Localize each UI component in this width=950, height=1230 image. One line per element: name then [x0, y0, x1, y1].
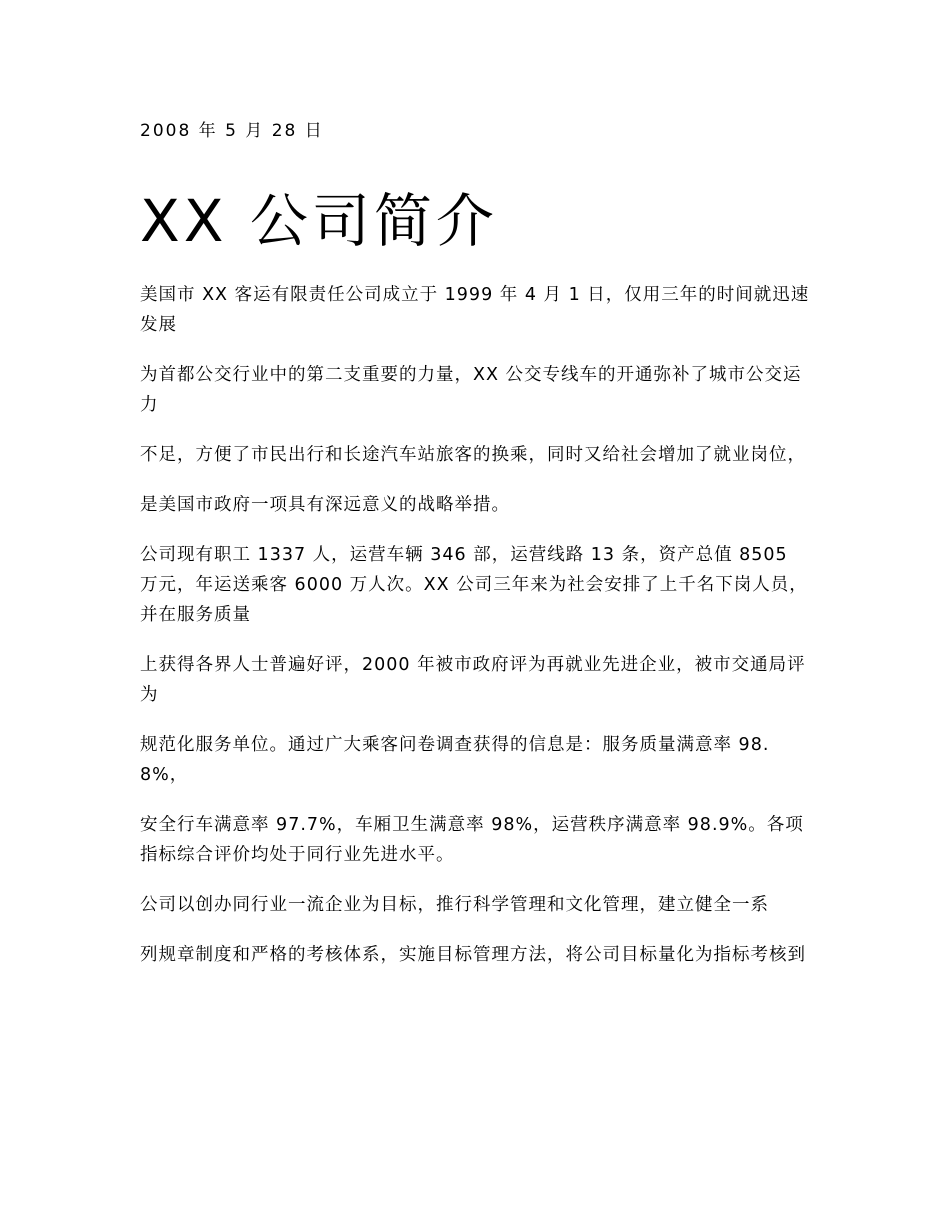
- paragraph: 不足，方便了市民出行和长途汽车站旅客的换乘，同时又给社会增加了就业岗位，: [140, 445, 806, 465]
- paragraph: 安全行车满意率 97.7%，车厢卫生满意率 98%，运营秩序满意率 98.9%。各项指标综合评价均处于同行业先进水平。: [140, 815, 804, 865]
- paragraph: 公司现有职工 1337 人，运营车辆 346 部，运营线路 13 条，资产总值 8505 万元，年运送乘客 6000 万人次。XX 公司三年来为社会安排了上千名下岗人员，并在服务质量: [140, 545, 808, 625]
- paragraph: 为首都公交行业中的第二支重要的力量，XX 公交专线车的开通弥补了城市公交运力: [140, 365, 802, 415]
- document-title: XX 公司简介: [140, 187, 498, 255]
- paragraph: 规范化服务单位。通过广大乘客问卷调查获得的信息是：服务质量满意率 98.8%，: [140, 735, 770, 785]
- paragraph: 美国市 XX 客运有限责任公司成立于 1999 年 4 月 1 日，仅用三年的时间就迅速发展: [140, 285, 810, 335]
- document-date: 2008 年 5 月 28 日: [140, 121, 324, 141]
- document-body: [140, 280, 812, 990]
- paragraph: 上获得各界人士普遍好评，2000 年被市政府评为再就业先进企业，被市交通局评为: [140, 655, 806, 705]
- paragraph: 公司以创办同行业一流企业为目标，推行科学管理和文化管理，建立健全一系: [140, 895, 769, 915]
- paragraph: 是美国市政府一项具有深远意义的战略举措。: [140, 495, 510, 515]
- paragraph: 列规章制度和严格的考核体系，实施目标管理方法，将公司目标量化为指标考核到: [140, 945, 806, 965]
